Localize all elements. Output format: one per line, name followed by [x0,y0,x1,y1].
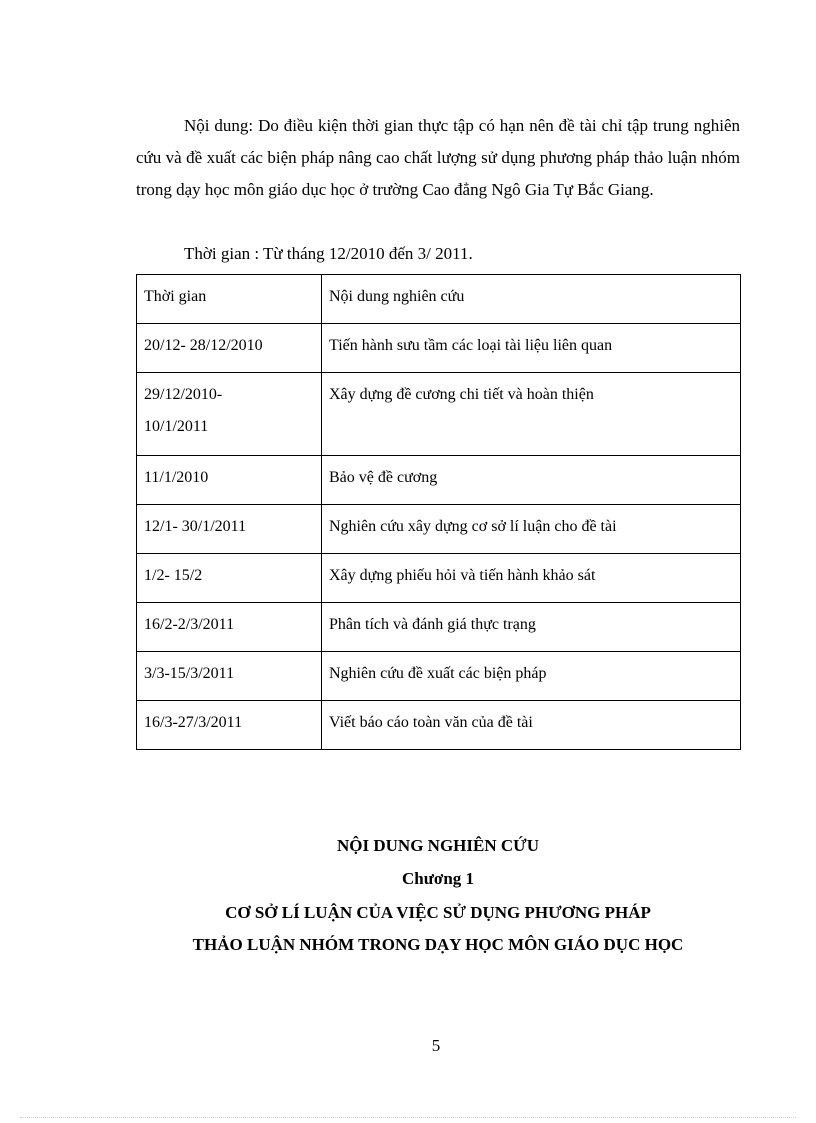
table-row [137,505,741,554]
chapter-title-line-1: CƠ SỞ LÍ LUẬN CỦA VIỆC SỬ DỤNG PHƯƠNG PHÁP [225,903,651,922]
research-schedule-table [136,274,741,750]
row-content: Phân tích và đánh giá thực trạng [322,603,741,652]
table-row [137,373,741,456]
table-row [137,324,741,373]
row-time: 11/1/2010 [137,456,322,505]
table-row [137,603,741,652]
page-bottom-divider [20,1117,796,1118]
chapter-label: Chương 1 [401,869,475,888]
table-row [137,456,741,505]
page-number: 5 [431,1036,441,1055]
header-time: Thời gian [137,275,322,324]
row-content: Xây dựng đề cương chi tiết và hoàn thiện [322,373,741,456]
row-time: 29/12/2010- 10/1/2011 [137,373,322,456]
row-content: Nghiên cứu đề xuất các biện pháp [322,652,741,701]
row-content: Nghiên cứu xây dựng cơ sở lí luận cho đề tài [322,505,741,554]
research-time-paragraph: Thời gian : Từ tháng 12/2010 đến 3/ 2011. [184,244,473,263]
research-content-paragraph: Nội dung: Do điều kiện thời gian thực tập có hạn nên đề tài chỉ tập trung nghiên cứu và đề xuất các biện pháp nâng cao chất lượng sử dụng phương pháp thảo luận nhóm trong dạy học môn giáo dục học ở trường Cao đẳng Ngô Gia Tự Bắc Giang. [136,116,740,199]
row-content: Tiến hành sưu tầm các loại tài liệu liên quan [322,324,741,373]
row-content: Xây dựng phiếu hỏi và tiến hành khảo sát [322,554,741,603]
table-row [137,554,741,603]
row-content: Viết báo cáo toàn văn của đề tài [322,701,741,750]
section-title: NỘI DUNG NGHIÊN CỨU [337,836,539,855]
table-row [137,652,741,701]
header-content: Nội dung nghiên cứu [322,275,741,324]
table-row [137,701,741,750]
row-time: 16/3-27/3/2011 [137,701,322,750]
row-time: 3/3-15/3/2011 [137,652,322,701]
row-content: Bảo vệ đề cương [322,456,741,505]
row-time: 20/12- 28/12/2010 [137,324,322,373]
row-time: 12/1- 30/1/2011 [137,505,322,554]
row-time: 1/2- 15/2 [137,554,322,603]
row-time: 16/2-2/3/2011 [137,603,322,652]
chapter-title-line-2: THẢO LUẬN NHÓM TRONG DẠY HỌC MÔN GIÁO DỤC HỌC [192,935,684,954]
table-header-row [137,275,741,324]
